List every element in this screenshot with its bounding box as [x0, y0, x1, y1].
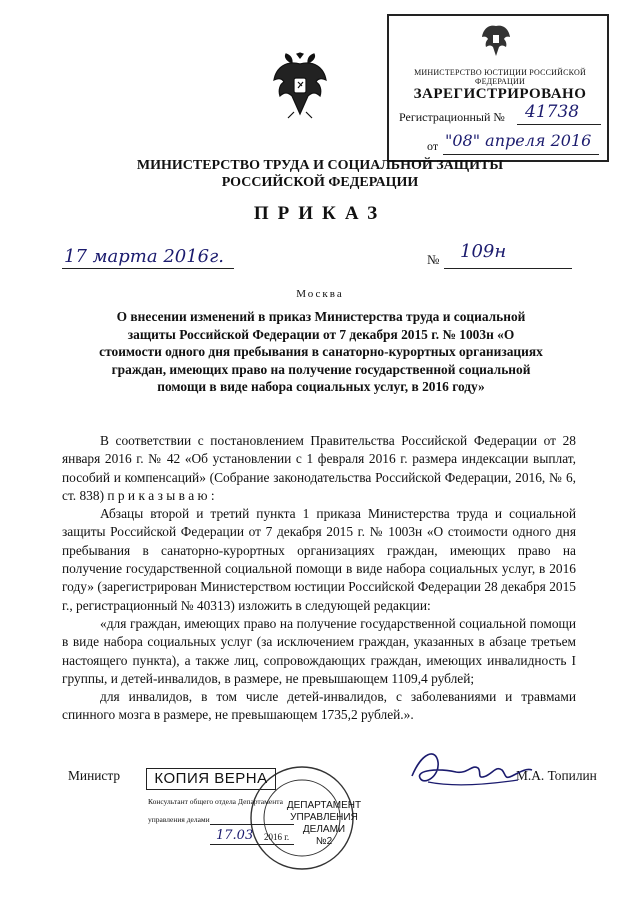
- coat-of-arms-emblem: [272, 52, 328, 120]
- ministry-name: [0, 157, 640, 191]
- ministry-line-2: РОССИЙСКОЙ ФЕДЕРАЦИИ: [221, 175, 419, 190]
- body-paragraph: Абзацы второй и третий пункта 1 приказа Министерства труда и социальной защиты Российской Федерации от 7 декабря 2015 г. № 1003н «О стоимости одного дня пребывания в санаторно-курортных организациях граждан, имеющих право на получение государственной социальной помощи в виде набора социальных услуг, в 2016 году» (зарегистрирован Министерством юстиции Российской Федерации 28 декабря 2015 г., регистрационный № 40313) изложить в следующей редакции:: [62, 506, 576, 613]
- signer-title: Министр: [68, 768, 121, 783]
- seal-line-4: №2: [315, 836, 333, 847]
- order-title: ПРИКАЗ: [253, 203, 387, 224]
- stamp-date-value: "08" апреля 2016: [445, 131, 592, 150]
- order-number: 109н: [460, 241, 507, 262]
- stamp-number-label: Регистрационный №: [399, 110, 505, 124]
- stamp-date-underline: [443, 154, 599, 155]
- stamp-number-underline: [517, 124, 601, 125]
- order-number-label: №: [427, 252, 440, 267]
- body-paragraph: «для граждан, имеющих право на получение государственной социальной помощи в виде набора социальных услуг (за исключением граждан, указанных в абзаце третьем настоящего пункта), а также лиц, сопровождающих граждан, имеющих инвалидность I группы, и детей-инвалидов, в размере, не превышающем 1109,4 рублей;: [62, 615, 576, 686]
- stamp-number-value: 41738: [525, 102, 580, 122]
- seal-line-1: ДЕПАРТАМЕНТ: [286, 800, 362, 811]
- copy-date: 17.03: [216, 828, 254, 843]
- stamp-ministry-name: МИНИСТЕРСТВО ЮСТИЦИИ РОССИЙСКОЙ ФЕДЕРАЦИИ: [414, 68, 586, 86]
- stamp-registered-label: ЗАРЕГИСТРИРОВАНО: [413, 86, 587, 102]
- stamp-emblem-icon: [481, 22, 511, 58]
- stamp-date-label: от: [427, 139, 439, 153]
- order-subject: О внесении изменений в приказ Министерства труда и социальной защиты Российской Федерации от 7 декабря 2015 г. № 1003н «О стоимости одного дня пребывания в санаторно-курортных организациях граждан, имеющих право на получение государственной социальной помощи в виде набора социальных услуг, в 2016 году»: [99, 309, 543, 394]
- copy-label: КОПИЯ ВЕРНА: [154, 770, 268, 787]
- copy-date-line: [210, 844, 294, 845]
- number-underline: [444, 268, 572, 269]
- handwritten-signature: [408, 742, 536, 798]
- order-date: 17 марта 2016г.: [64, 246, 224, 267]
- copy-year: 2016 г.: [264, 832, 290, 842]
- copy-signature-line: [210, 824, 294, 825]
- seal-line-2: УПРАВЛЕНИЯ: [290, 812, 358, 823]
- copy-certified-stamp: [146, 768, 394, 864]
- body-paragraph: В соответствии с постановлением Правительства Российской Федерации от 28 января 2016 г. № 42 «Об установлении с 1 февраля 2016 г. размера индексации выплат, пособий и компенсаций» (Собрание законодательства Российской Федерации, 2016, № 6, ст. 838) п р и к а з ы в а ю :: [62, 433, 576, 503]
- copy-position-line-1: Консультант общего отдела Департамента: [148, 797, 283, 806]
- order-body: [62, 432, 576, 725]
- ministry-line-1: МИНИСТЕРСТВО ТРУДА И СОЦИАЛЬНОЙ ЗАЩИТЫ: [136, 158, 504, 173]
- signer-name: М.А. Топилин: [516, 768, 597, 783]
- body-paragraph: для инвалидов, в том числе детей-инвалидов, с заболеваниями и травмами спинного мозга в размере, не превышающем 1735,2 рублей.».: [62, 689, 576, 723]
- seal-line-3: ДЕЛАМИ: [302, 824, 346, 835]
- copy-position-line-2: управления делами: [148, 815, 210, 824]
- city-name: Москва: [296, 288, 344, 300]
- date-underline: [62, 268, 234, 269]
- registration-stamp: [387, 14, 609, 162]
